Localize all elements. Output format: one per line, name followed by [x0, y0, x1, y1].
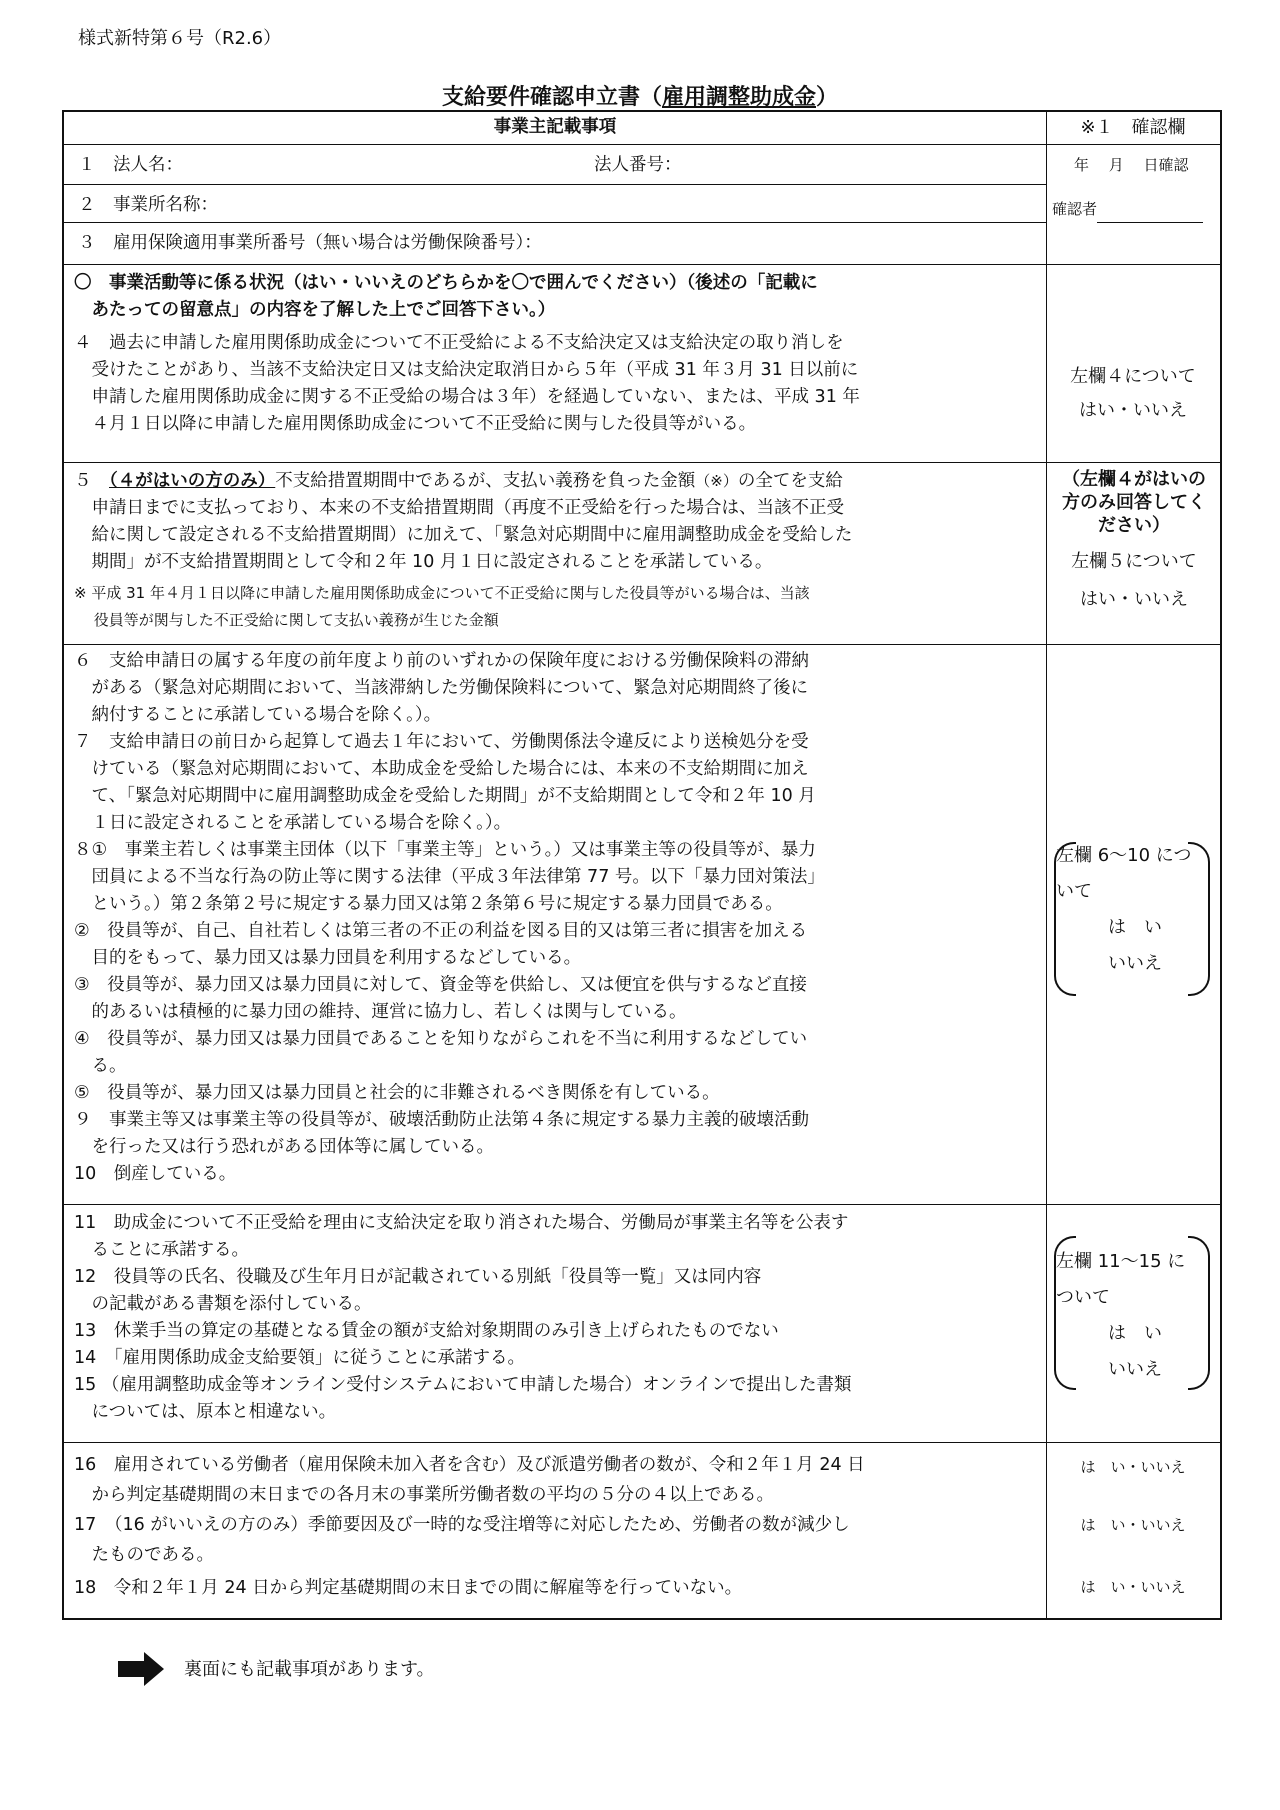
section2-line: 期間」が不支給措置期間として令和２年 10 月１日に設定されることを承諾している。 — [74, 552, 773, 572]
insurance-number-label: ３ 雇用保険適用事業所番号（無い場合は労働保険番号）： — [78, 233, 542, 253]
section1-check-label: 左欄４について — [1070, 366, 1196, 387]
section4-line: については、原本と相違ない。 — [74, 1402, 337, 1422]
section3-line: ９ 事業主等又は事業主等の役員等が、破壊活動防止法第４条に規定する暴力主義的破壊活動 — [74, 1110, 809, 1130]
section3-line: ② 役員等が、自己、自社若しくは第三者の不正の利益を図る目的又は第三者に損害を加える — [74, 921, 808, 941]
section4-line: 11 助成金について不正受給を理由に支給決定を取り消された場合、労働局が事業主名等を公表す — [74, 1213, 849, 1233]
title-sub: 雇用調整助成金 — [661, 85, 816, 110]
section4-text — [74, 1210, 1040, 1426]
corp-number-label: 法人番号： — [594, 155, 682, 175]
section3-line: ８① 事業主若しくは事業主団体（以下「事業主等」という。）又は事業主等の役員等が、暴力 — [74, 840, 816, 860]
footer-note: 裏面にも記載事項があります。 — [184, 1659, 435, 1680]
section5-line: 17 （16 がいいえの方のみ）季節要因及び一時的な受注増等に対応したため、労働者の数が減少し — [74, 1515, 850, 1535]
form-number: 様式新特第６号（R2.6） — [78, 28, 282, 49]
section4-check-label2: ついて — [1056, 1287, 1110, 1308]
section3-check-yes: は い — [1108, 917, 1162, 938]
section3-line: がある（緊急対応期間において、当該滞納した労働保険料について、緊急対応期間終了後に — [74, 678, 808, 698]
row-divider-header — [64, 144, 1220, 145]
section3-check-no: いいえ — [1108, 953, 1162, 974]
section4-line: の記載がある書類を添付している。 — [74, 1294, 372, 1314]
section1-line: 受けたことがあり、当該不支給決定日又は支給決定取消日から５年（平成 31 年３月 31 日以前に — [74, 360, 859, 380]
section5-line: たものである。 — [74, 1545, 214, 1565]
section1-line: 〇 事業活動等に係る状況（はい・いいえのどちらかを〇で囲んでください）（後述の「記載に — [74, 273, 818, 293]
section4-line: 15 （雇用調整助成金等オンライン受付システムにおいて申請した場合）オンラインで提出した書類 — [74, 1375, 852, 1395]
row-divider-sec1 — [64, 462, 1220, 463]
section2-line: 給に関して設定される不支給措置期間）に加えて、「緊急対応期間中に雇用調整助成金を受給した — [74, 525, 853, 545]
section2-text — [74, 468, 1040, 630]
title-main: 支給要件確認申立書（ — [441, 85, 662, 110]
section3-line: を行った又は行う恐れがある団体等に属している。 — [74, 1137, 494, 1157]
section4-line: ることに承諾する。 — [74, 1240, 249, 1260]
application-form — [62, 110, 1222, 1620]
section3-line: １日に設定されることを承諾している場合を除く。）。 — [74, 813, 512, 833]
section5-line: 18 令和２年１月 24 日から判定基礎期間の末日までの間に解雇等を行っていない。 — [74, 1578, 743, 1598]
section4-check-label1: 左欄 11～15 に — [1056, 1251, 1186, 1272]
right-arrow-icon — [118, 1652, 164, 1686]
column-divider — [1046, 112, 1047, 1618]
section4-check-yes: は い — [1108, 1323, 1162, 1344]
section1-text — [74, 270, 1040, 432]
section3-line: 的あるいは積極的に暴力団の維持、運営に協力し、若しくは関与している。 — [74, 1002, 687, 1022]
section3-line: ⑤ 役員等が、暴力団又は暴力団員と社会的に非難されるべき関係を有している。 — [74, 1083, 720, 1103]
section2-check-answer: はい・いいえ — [1080, 589, 1188, 610]
row-divider-sec4 — [64, 1442, 1220, 1443]
section3-line: ６ 支給申請日の属する年度の前年度より前のいずれかの保険年度における労働保険料の滞納 — [74, 651, 809, 671]
confirmer-label: 確認者 — [1052, 196, 1203, 223]
section5-line: から判定基礎期間の末日までの各月末の事業所労働者数の平均の５分の４以上である。 — [74, 1485, 774, 1505]
section3-line: という。）第２条第２号に規定する暴力団又は第２条第６号に規定する暴力団員である。 — [74, 894, 783, 914]
section3-line: ７ 支給申請日の前日から起算して過去１年において、労働関係法令違反により送検処分を受 — [74, 732, 809, 752]
section5-text — [74, 1450, 1040, 1606]
section4-line: 13 休業手当の算定の基礎となる賃金の額が支給対象期間のみ引き上げられたものでない — [74, 1321, 779, 1341]
section1-line: ４ 過去に申請した雇用関係助成金について不正受給による不支給決定又は支給決定の取り消しを — [74, 333, 844, 353]
header-right: ※１ 確認欄 — [1080, 117, 1186, 138]
section3-line: けている（緊急対応期間において、本助成金を受給した場合には、本来の不支給期間に加え — [74, 759, 809, 779]
row-divider-2 — [64, 222, 1046, 223]
corp-name-label: １ 法人名： — [78, 155, 183, 175]
section2-check-cond: （左欄４がはいの方のみ回答してください） — [1062, 469, 1206, 536]
section5-answer-17: は い・いいえ — [1080, 1516, 1186, 1534]
section2-first-line: ５ （４がはいの方のみ）不支給措置期間中であるが、支払い義務を負った金額（※）の全てを支給 — [74, 471, 843, 491]
section1-check — [1046, 362, 1220, 426]
row-divider-sec3 — [64, 1204, 1220, 1205]
section3-check — [1056, 838, 1216, 982]
row-divider-1 — [64, 184, 1046, 185]
row-divider-sec2 — [64, 644, 1220, 645]
section3-line: 目的をもって、暴力団又は暴力団員を利用するなどしている。 — [74, 948, 582, 968]
section2-check-label: 左欄５について — [1071, 551, 1197, 572]
section3-line: ③ 役員等が、暴力団又は暴力団員に対して、資金等を供給し、又は便宜を供与するなど直接 — [74, 975, 807, 995]
section5-answer-16: は い・いいえ — [1080, 1458, 1186, 1476]
header-left: 事業主記載事項 — [493, 117, 617, 137]
section5-line: 16 雇用されている労働者（雇用保険未加入者を含む）及び派遣労働者の数が、令和２年１月 24 日 — [74, 1455, 865, 1475]
section3-line: る。 — [74, 1056, 127, 1076]
section3-line: 団員による不当な行為の防止等に関する法律（平成３年法律第 77 号。以下「暴力団対策法」 — [74, 867, 825, 887]
section4-line: 12 役員等の氏名、役職及び生年月日が記載されている別紙「役員等一覧」又は同内容 — [74, 1267, 762, 1287]
section3-line: 10 倒産している。 — [74, 1164, 237, 1184]
section3-check-label2: いて — [1056, 881, 1092, 902]
section3-line: 納付することに承諾している場合を除く。）。 — [74, 705, 442, 725]
section3-text — [74, 648, 1040, 1188]
section1-check-answer: はい・いいえ — [1079, 400, 1187, 421]
section2-line: 申請日までに支払っており、本来の不支給措置期間（再度不正受給を行った場合は、当該不正受 — [74, 498, 844, 518]
section3-line: て、「緊急対応期間中に雇用調整助成金を受給した期間」が不支給期間として令和２年 10 月 — [74, 786, 816, 806]
office-name-label: ２ 事業所名称： — [78, 195, 218, 215]
page-title — [0, 80, 1280, 111]
section3-line: ④ 役員等が、暴力団又は暴力団員であることを知りながらこれを不当に利用するなどしてい — [74, 1029, 808, 1049]
row-divider-basic — [64, 264, 1220, 265]
section4-line: 14 「雇用関係助成金支給要領」に従うことに承諾する。 — [74, 1348, 526, 1368]
section4-check-no: いいえ — [1108, 1359, 1162, 1380]
section1-line: ４月１日以降に申請した雇用関係助成金について不正受給に関与した役員等がいる。 — [74, 414, 757, 434]
section2-check — [1056, 468, 1212, 615]
section5-answer-18: は い・いいえ — [1080, 1578, 1186, 1596]
section1-line: あたっての留意点」の内容を了解した上でご回答下さい。） — [74, 300, 556, 320]
confirm-date: 年 月 日確認 — [1074, 156, 1189, 174]
section2-note: ※ 平成 31 年４月１日以降に申請した雇用関係助成金について不正受給に関与した役員等がいる場合は、当該 — [74, 584, 810, 602]
section4-check — [1056, 1244, 1216, 1388]
section2-note: 役員等が関与した不正受給に関して支払い義務が生じた金額 — [74, 611, 499, 629]
section3-check-label1: 左欄 6～10 につ — [1056, 845, 1192, 866]
section1-line: 申請した雇用関係助成金に関する不正受給の場合は３年）を経過していない、または、平成 31 年 — [74, 387, 860, 407]
title-close: ） — [816, 85, 839, 110]
